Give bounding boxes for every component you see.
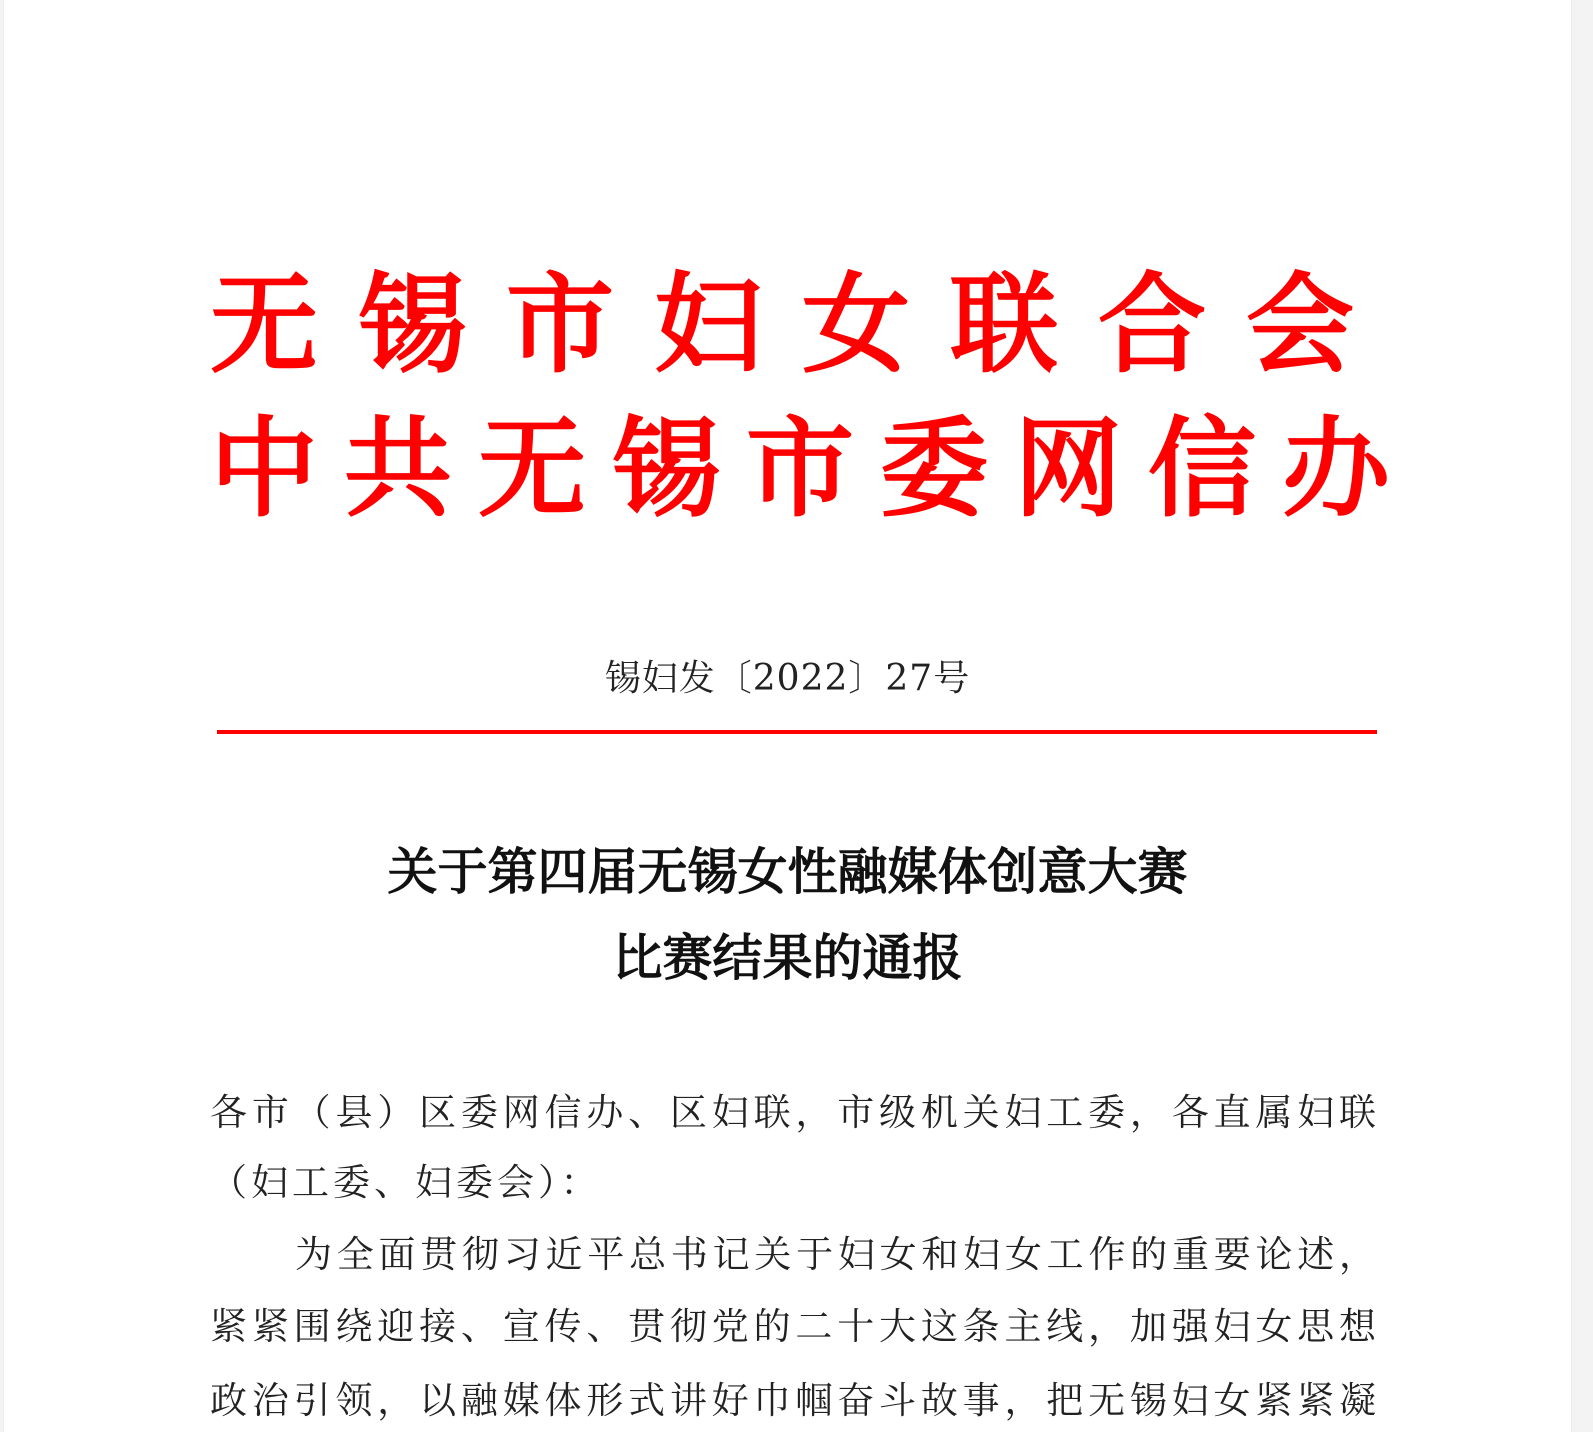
issuer-heading-line-1: 无锡市妇女联合会: [210, 262, 1380, 388]
document-title-line-2: 比赛结果的通报: [612, 928, 963, 987]
body-paragraph-line-2: 紧紧围绕迎接、宣传、贯彻党的二十大这条主线，加强妇女思想: [210, 1305, 1380, 1348]
document-page: [4, 0, 1571, 1432]
body-paragraph-line-1: 为全面贯彻习近平总书记关于妇女和妇女工作的重要论述，: [295, 1233, 1380, 1276]
addressee-line-2: （妇工委、妇委会）：: [210, 1161, 602, 1204]
document-title-line-1: 关于第四届无锡女性融媒体创意大赛: [387, 842, 1188, 901]
red-separator-line: [217, 730, 1377, 734]
issuer-heading-line-2: 中共无锡市委网信办: [210, 406, 1417, 532]
addressee-line-1: 各市（县）区委网信办、区妇联，市级机关妇工委，各直属妇联: [210, 1091, 1380, 1134]
body-paragraph-line-3: 政治引领，以融媒体形式讲好巾帼奋斗故事，把无锡妇女紧紧凝: [210, 1379, 1380, 1422]
document-number: 锡妇发〔2022〕27号: [604, 658, 971, 699]
